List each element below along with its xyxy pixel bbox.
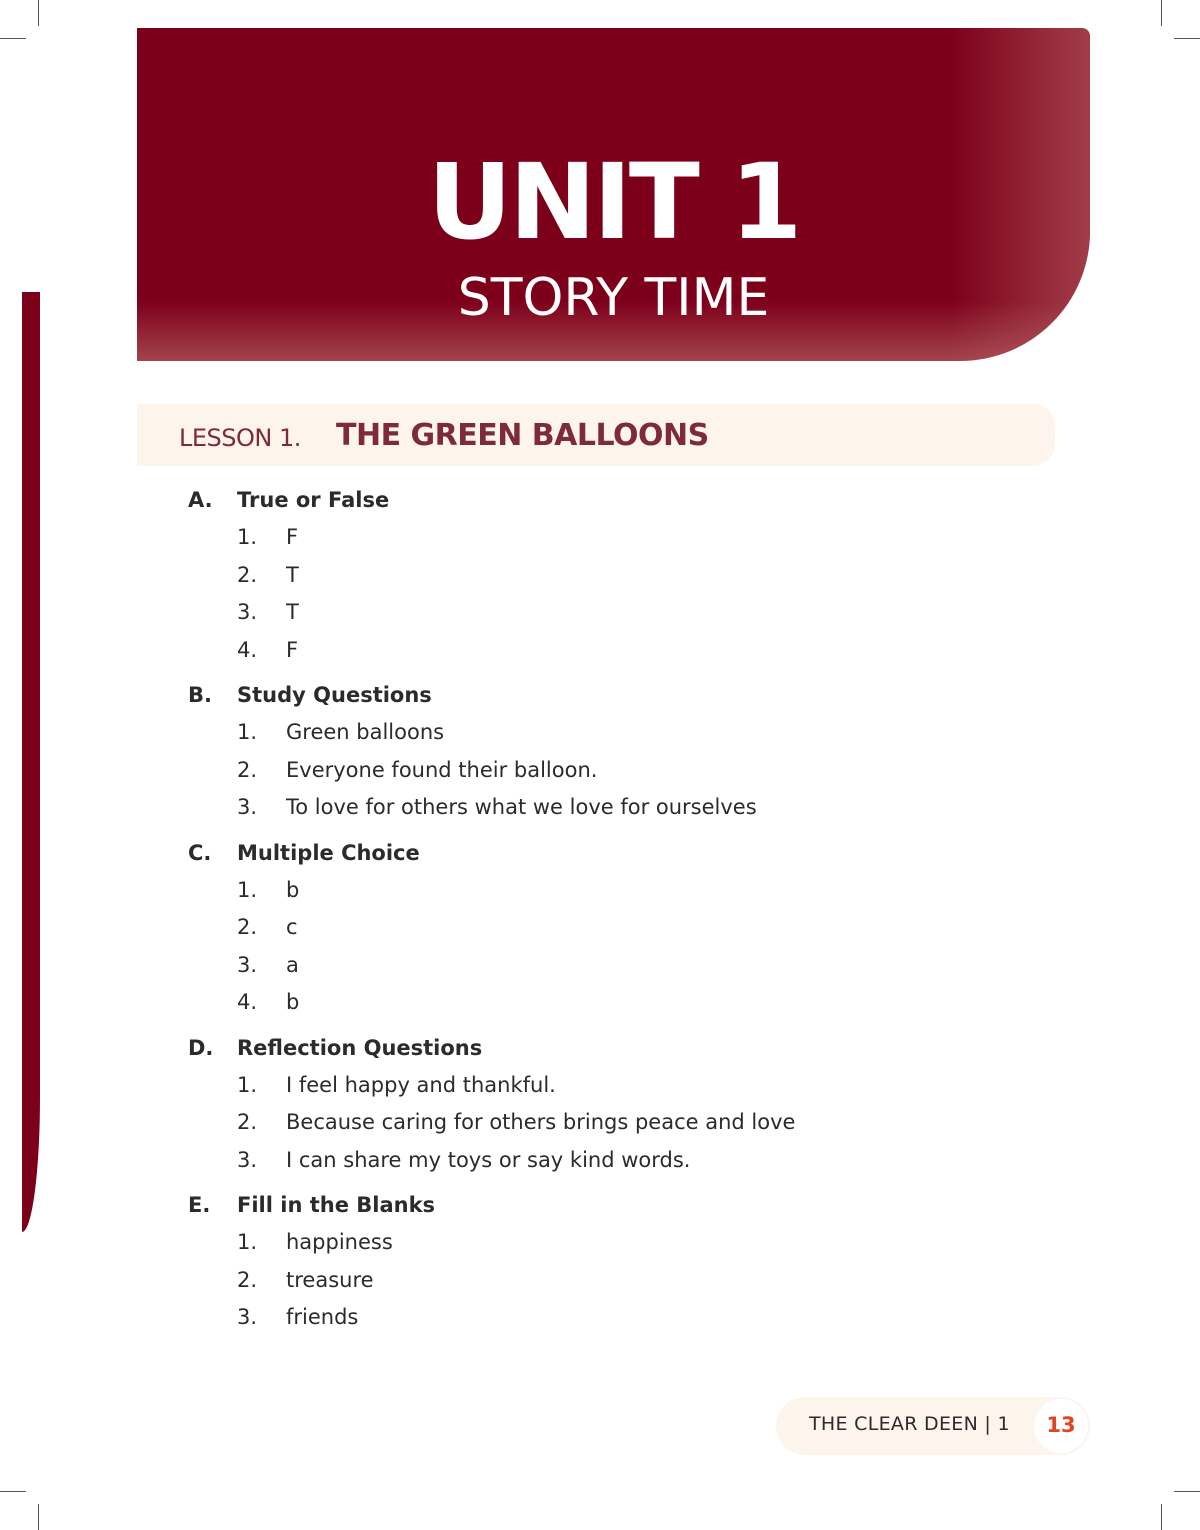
list-item: [188, 638, 1088, 676]
crop-mark: [1174, 1491, 1200, 1492]
list-item: [188, 1073, 1088, 1111]
item-number: 3.: [237, 952, 258, 977]
crop-mark: [0, 1491, 26, 1492]
item-number: 1.: [237, 877, 258, 902]
page-number-badge: [1034, 1399, 1088, 1453]
section-heading: [188, 683, 1088, 713]
section-heading: [188, 1193, 1088, 1223]
left-accent-bar: [22, 292, 40, 1232]
item-answer: T: [286, 562, 299, 587]
item-answer: To love for others what we love for ourselves: [286, 795, 757, 819]
item-answer: Green balloons: [286, 720, 445, 744]
list-item: [188, 1305, 1088, 1343]
section-heading: [188, 841, 1088, 871]
section-title: Multiple Choice: [237, 840, 420, 865]
lesson-title: THE GREEN BALLOONS: [336, 418, 709, 453]
list-item: [188, 1148, 1088, 1186]
section-letter: C.: [188, 840, 212, 865]
item-answer: friends: [286, 1305, 359, 1329]
section-title: Study Questions: [237, 683, 432, 707]
item-number: 2.: [237, 915, 258, 939]
crop-mark: [1161, 0, 1162, 26]
item-answer: Because caring for others brings peace and love: [286, 1110, 796, 1134]
section-fill-in-the-blanks: [188, 1193, 1088, 1343]
section-letter: D.: [188, 1035, 214, 1060]
item-answer: a: [286, 952, 299, 977]
item-number: 3.: [237, 600, 258, 624]
page-footer: [776, 1397, 1090, 1455]
item-answer: I feel happy and thankful.: [286, 1072, 556, 1097]
list-item: [188, 563, 1088, 601]
list-item: [188, 1268, 1088, 1306]
list-item: [188, 953, 1088, 991]
unit-banner: [137, 28, 1090, 361]
section-true-or-false: [188, 488, 1088, 675]
answer-key: [188, 488, 1088, 1351]
item-number: 3.: [237, 1305, 258, 1329]
lesson-header: [137, 404, 1055, 466]
section-letter: B.: [188, 683, 212, 707]
item-number: 2.: [237, 1110, 258, 1134]
crop-mark: [1174, 38, 1200, 39]
section-multiple-choice: [188, 841, 1088, 1028]
item-number: 2.: [237, 1267, 258, 1292]
item-number: 4.: [237, 637, 258, 662]
crop-mark: [0, 38, 26, 39]
item-answer: c: [286, 915, 298, 939]
unit-subtitle: STORY TIME: [457, 268, 770, 328]
item-number: 4.: [237, 990, 258, 1014]
item-answer: b: [286, 877, 300, 902]
crop-mark: [38, 0, 39, 26]
list-item: [188, 600, 1088, 638]
section-title: Fill in the Blanks: [237, 1193, 436, 1217]
item-answer: F: [286, 525, 299, 549]
section-study-questions: [188, 683, 1088, 833]
book-title: THE CLEAR DEEN | 1: [809, 1413, 1010, 1435]
section-title: True or False: [237, 488, 390, 512]
item-answer: I can share my toys or say kind words.: [286, 1147, 691, 1172]
item-number: 1.: [237, 1230, 258, 1254]
section-reflection-questions: [188, 1036, 1088, 1186]
item-number: 3.: [237, 1147, 258, 1172]
item-answer: T: [286, 600, 299, 624]
item-answer: Everyone found their balloon.: [286, 757, 598, 782]
crop-mark: [1161, 1504, 1162, 1530]
section-heading: [188, 1036, 1088, 1066]
list-item: [188, 990, 1088, 1028]
section-letter: E.: [188, 1193, 211, 1217]
item-answer: b: [286, 990, 300, 1014]
unit-title: UNIT 1: [427, 141, 800, 263]
list-item: [188, 720, 1088, 758]
page-number: 13: [1046, 1413, 1076, 1437]
list-item: [188, 795, 1088, 833]
item-answer: treasure: [286, 1267, 374, 1292]
list-item: [188, 758, 1088, 796]
list-item: [188, 915, 1088, 953]
crop-mark: [38, 1504, 39, 1530]
item-answer: F: [286, 637, 299, 662]
section-title: Reflection Questions: [237, 1035, 483, 1060]
section-letter: A.: [188, 488, 213, 512]
list-item: [188, 878, 1088, 916]
item-answer: happiness: [286, 1230, 393, 1254]
lesson-number: LESSON 1.: [179, 424, 301, 452]
item-number: 1.: [237, 1072, 258, 1097]
list-item: [188, 525, 1088, 563]
item-number: 3.: [237, 795, 258, 819]
list-item: [188, 1110, 1088, 1148]
item-number: 2.: [237, 757, 258, 782]
list-item: [188, 1230, 1088, 1268]
item-number: 1.: [237, 720, 258, 744]
section-heading: [188, 488, 1088, 518]
item-number: 1.: [237, 525, 258, 549]
item-number: 2.: [237, 562, 258, 587]
